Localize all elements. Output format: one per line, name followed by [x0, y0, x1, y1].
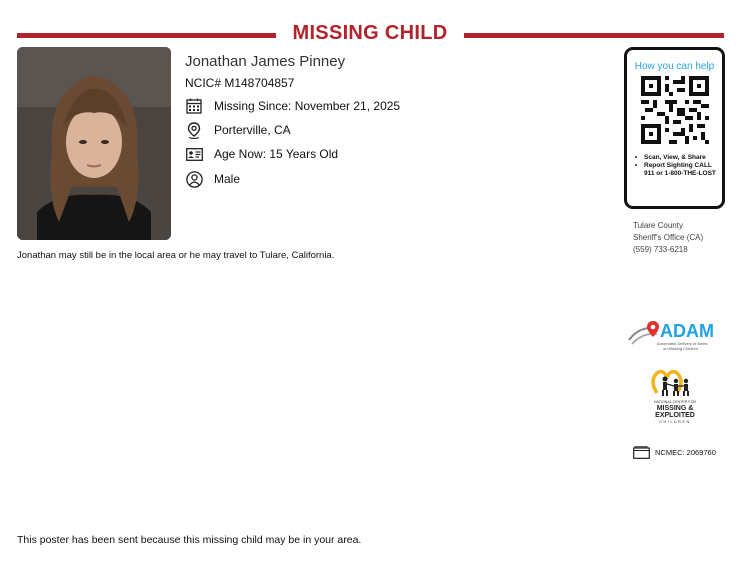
missing-since-text: Missing Since: November 21, 2025 — [214, 99, 401, 113]
age-text: Age Now: 15 Years Old — [214, 147, 339, 161]
case-number-text: NCMEC: 2069760 — [655, 448, 716, 457]
calendar-icon — [185, 97, 203, 115]
svg-text:NATIONAL CENTER FOR: NATIONAL CENTER FOR — [654, 400, 696, 404]
location-row — [185, 120, 291, 140]
person-icon — [185, 170, 203, 188]
id-card-icon — [185, 145, 203, 163]
ncmec-case — [633, 446, 716, 459]
header-rule-right — [464, 33, 724, 38]
help-step: • Report Sighting CALL 911 or 1-800-THE-LOST — [635, 162, 716, 177]
agency-contact — [633, 220, 703, 256]
svg-text:CHILDREN: CHILDREN — [659, 420, 691, 424]
help-title: How you can help — [634, 61, 715, 72]
poster-footer: This poster has been sent because this missing child may be in your area. — [17, 534, 362, 546]
age-row — [185, 144, 338, 164]
ncic-number: NCIC# M148704857 — [185, 76, 295, 90]
ncmec-logo — [645, 369, 705, 429]
poster-title: MISSING CHILD — [292, 22, 448, 44]
svg-text:ADAM: ADAM — [660, 321, 714, 341]
travel-note: Jonathan may still be in the local area or he may travel to Tulare, California. — [17, 250, 335, 261]
agency-phone[interactable]: (559) 733-6218 — [633, 245, 688, 254]
location-pin-icon — [185, 121, 203, 139]
svg-text:EXPLOITED: EXPLOITED — [655, 412, 695, 419]
sex-text: Male — [214, 172, 241, 186]
child-photo — [17, 47, 171, 240]
adam-logo — [627, 318, 719, 354]
header-rule-left — [17, 33, 276, 38]
help-step: • Scan, View, & Share — [635, 154, 706, 161]
agency-name-line2: Sheriff's Office (CA) — [633, 233, 704, 242]
sex-row — [185, 169, 240, 189]
missing-since-row — [185, 96, 400, 116]
location-text: Porterville, CA — [214, 123, 291, 137]
svg-text:MISSING &: MISSING & — [656, 405, 694, 412]
qr-code[interactable] — [641, 76, 709, 144]
agency-name-line1: Tulare County — [633, 221, 683, 230]
svg-text:on Missing Children: on Missing Children — [663, 346, 699, 351]
child-name: Jonathan James Pinney — [185, 53, 346, 70]
folder-icon — [633, 446, 650, 459]
help-panel — [624, 47, 725, 209]
help-steps — [635, 154, 721, 178]
svg-text:Automated Delivery of Alerts: Automated Delivery of Alerts — [657, 341, 708, 346]
